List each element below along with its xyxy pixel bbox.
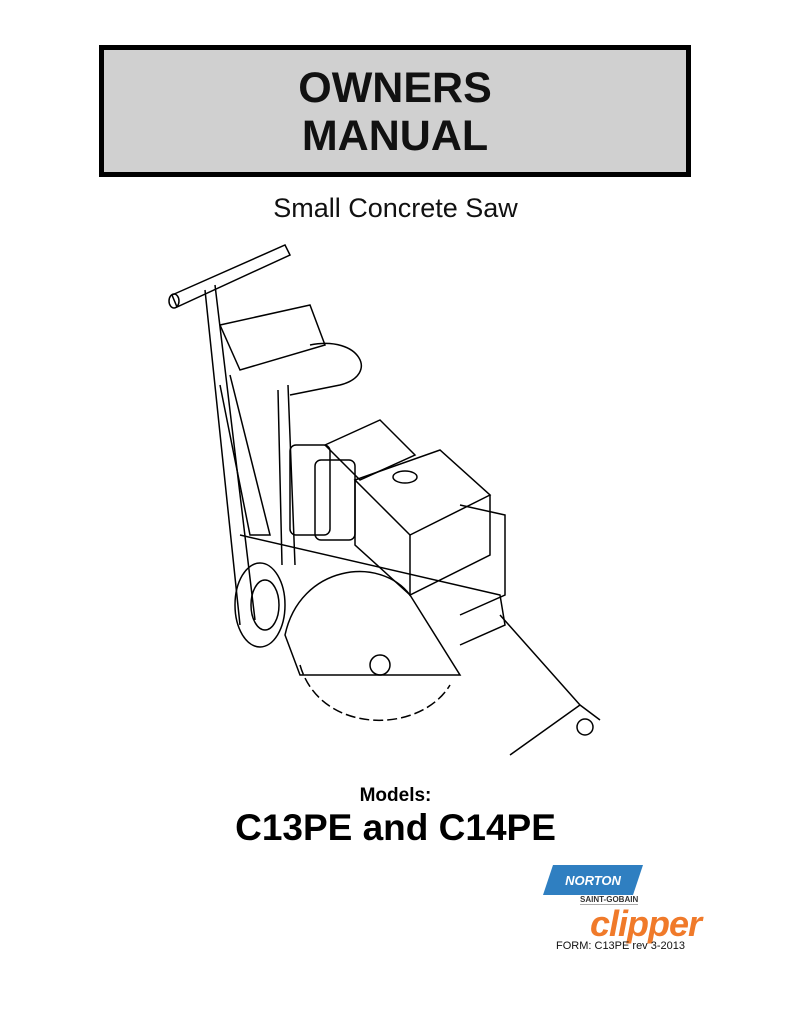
norton-logo-text: NORTON: [565, 873, 621, 888]
model-numbers: C13PE and C14PE: [235, 807, 556, 848]
title-line-1: OWNERS: [298, 64, 492, 112]
concrete-saw-illustration: [160, 235, 620, 765]
subtitle: Small Concrete Saw: [273, 193, 518, 223]
clipper-logo: clipper: [590, 903, 702, 944]
models-label: Models:: [359, 785, 432, 806]
saint-gobain-text: SAINT-GOBAIN: [580, 895, 639, 904]
norton-logo: [543, 865, 643, 895]
form-number: FORM: C13PE rev 3-2013: [556, 940, 685, 952]
title-line-2: MANUAL: [301, 112, 489, 160]
title-box: [99, 45, 691, 177]
